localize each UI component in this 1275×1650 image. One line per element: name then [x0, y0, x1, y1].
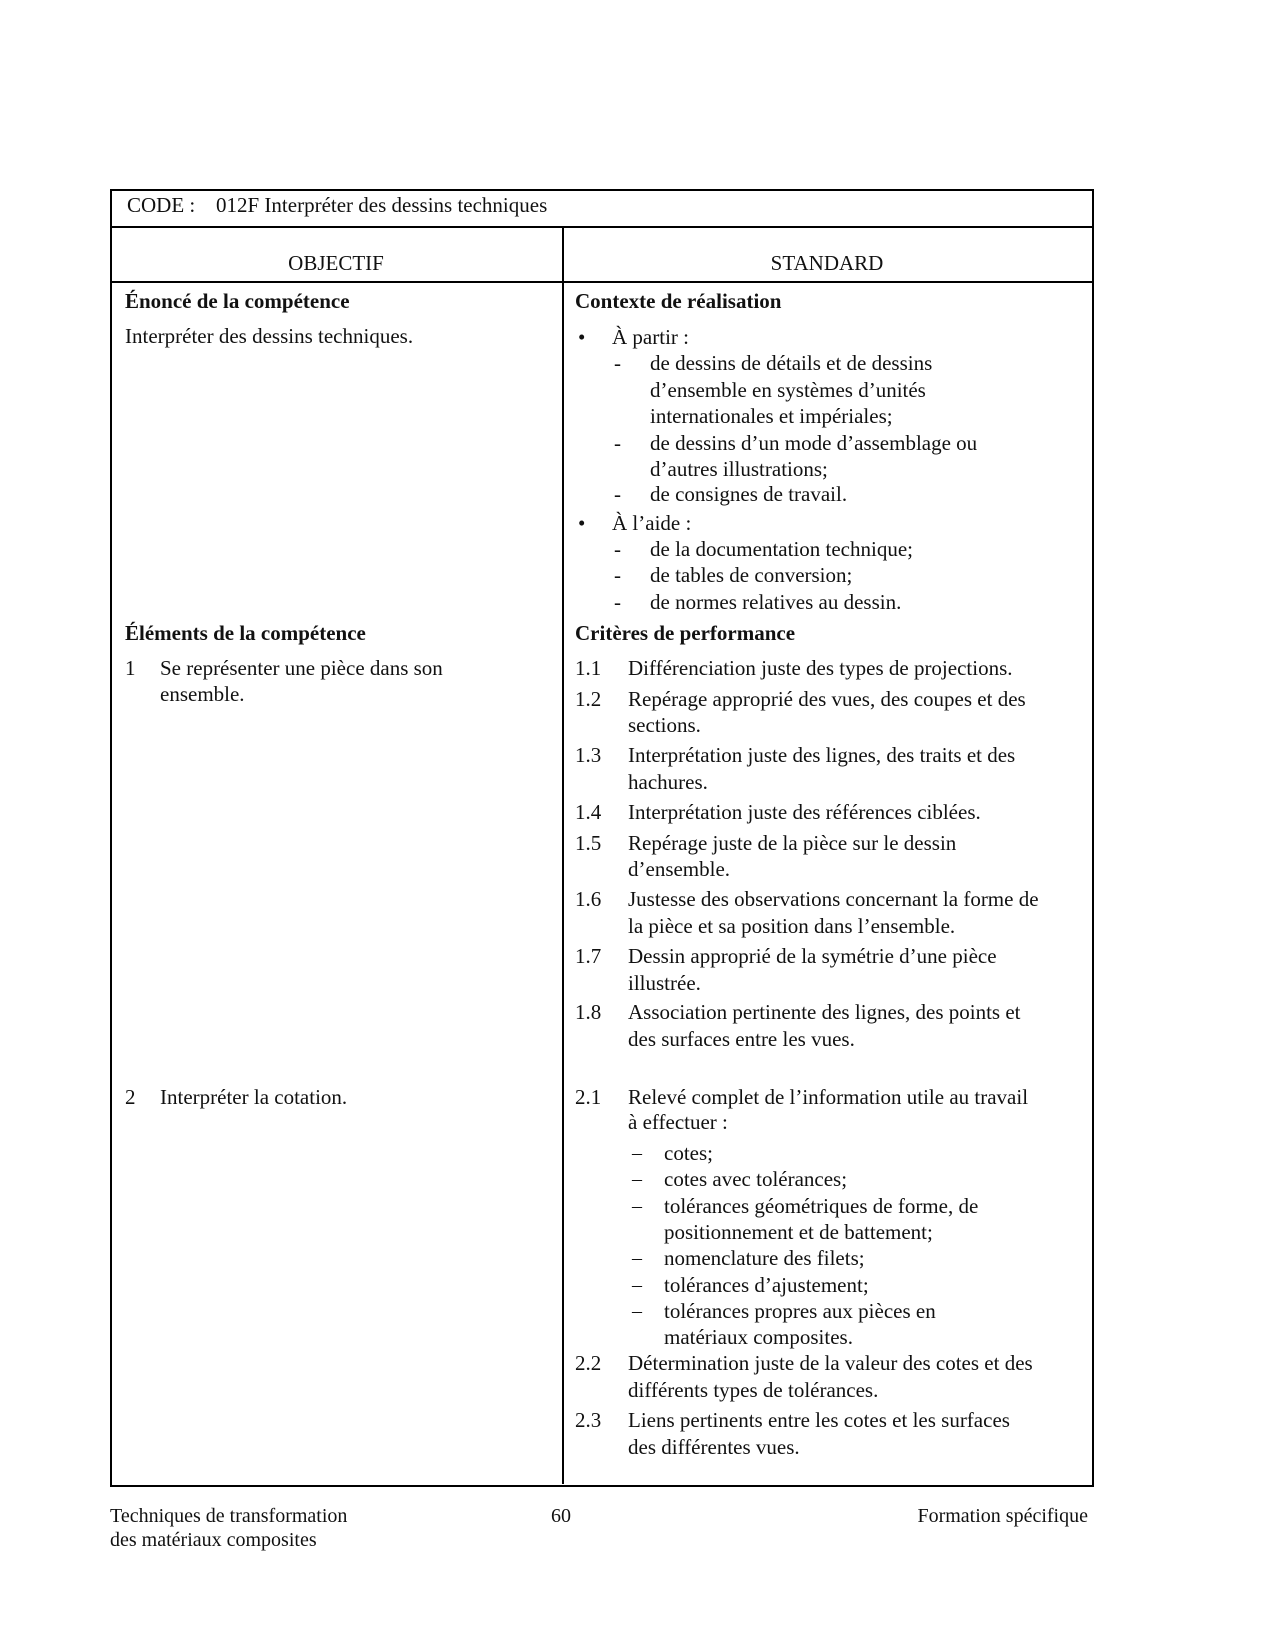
criterion-text: Liens pertinents entre les cotes et les surfaces — [628, 1408, 1010, 1432]
dash-icon: - — [614, 482, 621, 506]
criterion-text: Repérage juste de la pièce sur le dessin — [628, 831, 957, 855]
footer-section: Formation spécifique — [917, 1505, 1088, 1527]
criterion-subitem: tolérances géométriques de forme, de — [664, 1194, 979, 1218]
context-item: de la documentation technique; — [650, 537, 913, 561]
context-item: de consignes de travail. — [650, 482, 848, 506]
criterion-subitem: cotes; — [664, 1141, 713, 1165]
criterion-number: 1.8 — [575, 1000, 602, 1024]
criterion-subitem: tolérances propres aux pièces en — [664, 1299, 936, 1323]
dash-icon: – — [632, 1247, 642, 1269]
context-item: de normes relatives au dessin. — [650, 590, 902, 614]
criterion-number: 1.6 — [575, 887, 602, 911]
criterion-text: Justesse des observations concernant la forme de — [628, 887, 1039, 911]
criterion-text: des surfaces entre les vues. — [628, 1027, 855, 1051]
element-number: 1 — [125, 656, 136, 680]
criterion-subitem: matériaux composites. — [664, 1325, 853, 1349]
context-label: À partir : — [612, 325, 689, 349]
element-text: Se représenter une pièce dans son — [160, 656, 443, 680]
criterion-text: Association pertinente des lignes, des points et — [628, 1000, 1021, 1024]
criterion-text: Relevé complet de l’information utile au travail — [628, 1085, 1029, 1109]
criterion-text: d’ensemble. — [628, 857, 731, 881]
context-item: de dessins d’un mode d’assemblage ou — [650, 431, 978, 455]
criterion-subitem: positionnement et de battement; — [664, 1220, 933, 1244]
criterion-subitem: cotes avec tolérances; — [664, 1167, 848, 1191]
criterion-text: la pièce et sa position dans l’ensemble. — [628, 914, 956, 938]
page-number: 60 — [551, 1505, 571, 1527]
criterion-number: 2.1 — [575, 1085, 602, 1109]
column-header-standard: STANDARD — [770, 251, 884, 275]
criterion-text: à effectuer : — [628, 1110, 728, 1134]
context-item: internationales et impériales; — [650, 404, 893, 428]
criterion-text: différents types de tolérances. — [628, 1378, 879, 1402]
elements-heading: Éléments de la compétence — [125, 621, 366, 645]
criterion-number: 1.5 — [575, 831, 602, 855]
criterion-text: Détermination juste de la valeur des cotes et des — [628, 1351, 1033, 1375]
criterion-number: 2.2 — [575, 1351, 602, 1375]
context-item: d’ensemble en systèmes d’unités — [650, 378, 926, 402]
footer-program: des matériaux composites — [110, 1529, 317, 1551]
statement-text: Interpréter des dessins techniques. — [125, 324, 414, 348]
context-item: d’autres illustrations; — [650, 457, 828, 481]
dash-icon: - — [614, 590, 621, 614]
criterion-text: sections. — [628, 713, 701, 737]
element-text: ensemble. — [160, 682, 245, 706]
context-label: À l’aide : — [612, 511, 692, 535]
criterion-text: hachures. — [628, 770, 708, 794]
column-divider — [562, 227, 564, 1484]
divider — [110, 226, 1092, 228]
criterion-text: Interprétation juste des références ciblées. — [628, 800, 981, 824]
criterion-text: Repérage approprié des vues, des coupes et des — [628, 687, 1026, 711]
footer-program: Techniques de transformation — [110, 1505, 348, 1527]
criterion-text: illustrée. — [628, 971, 701, 995]
criterion-number: 1.2 — [575, 687, 602, 711]
element-text: Interpréter la cotation. — [160, 1085, 348, 1109]
criterion-number: 1.3 — [575, 743, 602, 767]
element-number: 2 — [125, 1085, 136, 1109]
criterion-text: Différenciation juste des types de projections. — [628, 656, 1013, 680]
dash-icon: – — [632, 1142, 642, 1164]
criterion-subitem: tolérances d’ajustement; — [664, 1273, 869, 1297]
statement-heading: Énoncé de la compétence — [125, 289, 350, 313]
criterion-number: 1.7 — [575, 944, 602, 968]
context-item: de tables de conversion; — [650, 563, 853, 587]
dash-icon: - — [614, 563, 621, 587]
criteria-heading: Critères de performance — [575, 621, 796, 645]
criterion-text: Interprétation juste des lignes, des traits et des — [628, 743, 1016, 767]
criterion-number: 2.3 — [575, 1408, 602, 1432]
dash-icon: - — [614, 537, 621, 561]
code-label: CODE : — [127, 193, 196, 217]
criterion-text: des différentes vues. — [628, 1435, 800, 1459]
code-title: 012F Interpréter des dessins techniques — [216, 193, 548, 217]
bullet-icon: • — [578, 325, 586, 349]
context-heading: Contexte de réalisation — [575, 289, 782, 313]
dash-icon: - — [614, 351, 621, 375]
dash-icon: – — [632, 1300, 642, 1322]
dash-icon: - — [614, 431, 621, 455]
criterion-number: 1.1 — [575, 656, 602, 680]
criterion-number: 1.4 — [575, 800, 602, 824]
context-item: de dessins de détails et de dessins — [650, 351, 933, 375]
dash-icon: – — [632, 1274, 642, 1296]
dash-icon: – — [632, 1195, 642, 1217]
criterion-subitem: nomenclature des filets; — [664, 1246, 865, 1270]
bullet-icon: • — [578, 511, 586, 535]
column-header-objective: OBJECTIF — [288, 251, 384, 275]
criterion-text: Dessin approprié de la symétrie d’une pièce — [628, 944, 997, 968]
divider — [110, 281, 1092, 283]
dash-icon: – — [632, 1168, 642, 1190]
